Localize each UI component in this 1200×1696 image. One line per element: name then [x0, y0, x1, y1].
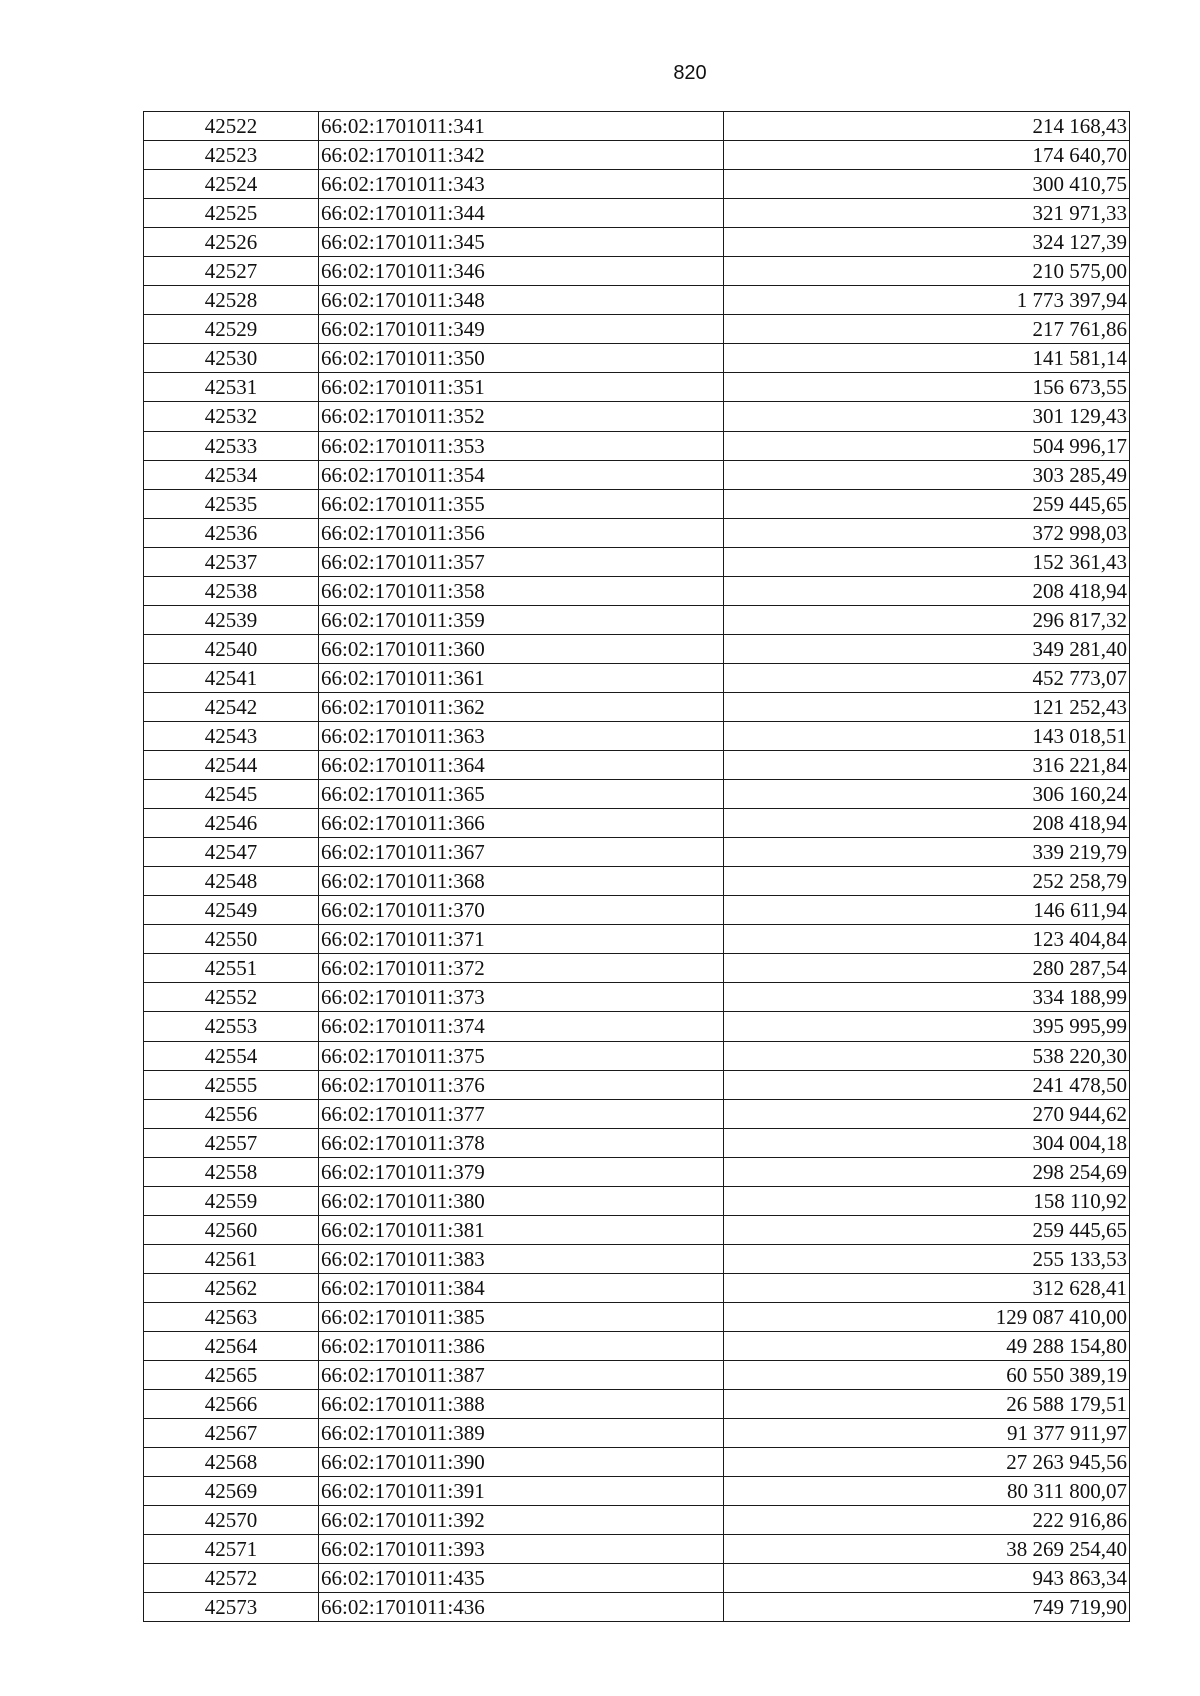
table-row	[144, 489, 1130, 518]
table-row	[144, 1128, 1130, 1157]
cadastral-value-cell: 372 998,03	[724, 518, 1130, 547]
table-row	[144, 199, 1130, 228]
cadastral-number-cell: 66:02:1701011:384	[319, 1273, 724, 1302]
cadastral-value-cell: 538 220,30	[724, 1041, 1130, 1070]
row-number-cell: 42553	[144, 1012, 319, 1041]
cadastral-value-table	[143, 111, 1130, 1622]
cadastral-value-cell: 241 478,50	[724, 1070, 1130, 1099]
cadastral-value-cell: 214 168,43	[724, 112, 1130, 141]
cadastral-value-cell: 141 581,14	[724, 344, 1130, 373]
table-row	[144, 1012, 1130, 1041]
row-number-cell: 42545	[144, 780, 319, 809]
row-number-cell: 42573	[144, 1593, 319, 1622]
cadastral-value-cell: 91 377 911,97	[724, 1419, 1130, 1448]
cadastral-number-cell: 66:02:1701011:341	[319, 112, 724, 141]
table-row	[144, 1273, 1130, 1302]
cadastral-value-cell: 210 575,00	[724, 257, 1130, 286]
cadastral-value-cell: 306 160,24	[724, 780, 1130, 809]
cadastral-number-cell: 66:02:1701011:352	[319, 402, 724, 431]
row-number-cell: 42529	[144, 315, 319, 344]
row-number-cell: 42527	[144, 257, 319, 286]
table-row	[144, 576, 1130, 605]
cadastral-number-cell: 66:02:1701011:349	[319, 315, 724, 344]
cadastral-number-cell: 66:02:1701011:360	[319, 634, 724, 663]
cadastral-value-cell: 304 004,18	[724, 1128, 1130, 1157]
row-number-cell: 42532	[144, 402, 319, 431]
row-number-cell: 42562	[144, 1273, 319, 1302]
cadastral-value-cell: 123 404,84	[724, 925, 1130, 954]
table-row	[144, 1099, 1130, 1128]
table-row	[144, 1070, 1130, 1099]
cadastral-number-cell: 66:02:1701011:377	[319, 1099, 724, 1128]
row-number-cell: 42543	[144, 721, 319, 750]
cadastral-value-cell: 943 863,34	[724, 1564, 1130, 1593]
cadastral-value-cell: 300 410,75	[724, 170, 1130, 199]
cadastral-number-cell: 66:02:1701011:393	[319, 1535, 724, 1564]
cadastral-value-cell: 49 288 154,80	[724, 1331, 1130, 1360]
row-number-cell: 42538	[144, 576, 319, 605]
table-row	[144, 663, 1130, 692]
cadastral-number-cell: 66:02:1701011:386	[319, 1331, 724, 1360]
table-row	[144, 518, 1130, 547]
row-number-cell: 42550	[144, 925, 319, 954]
cadastral-value-cell: 174 640,70	[724, 141, 1130, 170]
cadastral-value-cell: 26 588 179,51	[724, 1390, 1130, 1419]
table-row	[144, 1564, 1130, 1593]
cadastral-number-cell: 66:02:1701011:387	[319, 1361, 724, 1390]
table-row	[144, 751, 1130, 780]
cadastral-value-cell: 222 916,86	[724, 1506, 1130, 1535]
cadastral-value-cell: 146 611,94	[724, 896, 1130, 925]
table-row	[144, 286, 1130, 315]
cadastral-number-cell: 66:02:1701011:353	[319, 431, 724, 460]
row-number-cell: 42555	[144, 1070, 319, 1099]
cadastral-value-cell: 321 971,33	[724, 199, 1130, 228]
cadastral-value-cell: 259 445,65	[724, 489, 1130, 518]
table-row	[144, 721, 1130, 750]
table-row	[144, 1157, 1130, 1186]
row-number-cell: 42558	[144, 1157, 319, 1186]
table-row	[144, 925, 1130, 954]
cadastral-value-cell: 143 018,51	[724, 721, 1130, 750]
table-row	[144, 1506, 1130, 1535]
table-row	[144, 402, 1130, 431]
cadastral-value-cell: 301 129,43	[724, 402, 1130, 431]
row-number-cell: 42571	[144, 1535, 319, 1564]
row-number-cell: 42541	[144, 663, 319, 692]
cadastral-number-cell: 66:02:1701011:357	[319, 547, 724, 576]
cadastral-number-cell: 66:02:1701011:361	[319, 663, 724, 692]
table-row	[144, 605, 1130, 634]
cadastral-value-cell: 208 418,94	[724, 809, 1130, 838]
table-row	[144, 1041, 1130, 1070]
cadastral-value-cell: 158 110,92	[724, 1186, 1130, 1215]
cadastral-value-cell: 217 761,86	[724, 315, 1130, 344]
cadastral-number-cell: 66:02:1701011:345	[319, 228, 724, 257]
cadastral-value-cell: 303 285,49	[724, 460, 1130, 489]
table-row	[144, 896, 1130, 925]
cadastral-value-cell: 749 719,90	[724, 1593, 1130, 1622]
table-row	[144, 954, 1130, 983]
table-row	[144, 780, 1130, 809]
row-number-cell: 42522	[144, 112, 319, 141]
cadastral-value-cell: 298 254,69	[724, 1157, 1130, 1186]
table-row	[144, 315, 1130, 344]
row-number-cell: 42536	[144, 518, 319, 547]
row-number-cell: 42560	[144, 1215, 319, 1244]
cadastral-number-cell: 66:02:1701011:435	[319, 1564, 724, 1593]
cadastral-number-cell: 66:02:1701011:376	[319, 1070, 724, 1099]
table-row	[144, 838, 1130, 867]
table-row	[144, 373, 1130, 402]
table-row	[144, 692, 1130, 721]
cadastral-number-cell: 66:02:1701011:368	[319, 867, 724, 896]
cadastral-value-cell: 339 219,79	[724, 838, 1130, 867]
row-number-cell: 42528	[144, 286, 319, 315]
row-number-cell: 42539	[144, 605, 319, 634]
cadastral-number-cell: 66:02:1701011:367	[319, 838, 724, 867]
cadastral-value-cell: 280 287,54	[724, 954, 1130, 983]
cadastral-number-cell: 66:02:1701011:354	[319, 460, 724, 489]
cadastral-value-cell: 80 311 800,07	[724, 1477, 1130, 1506]
cadastral-value-cell: 1 773 397,94	[724, 286, 1130, 315]
cadastral-value-cell: 129 087 410,00	[724, 1302, 1130, 1331]
cadastral-value-cell: 504 996,17	[724, 431, 1130, 460]
cadastral-value-cell: 259 445,65	[724, 1215, 1130, 1244]
table-row	[144, 1448, 1130, 1477]
cadastral-value-cell: 452 773,07	[724, 663, 1130, 692]
row-number-cell: 42565	[144, 1361, 319, 1390]
cadastral-number-cell: 66:02:1701011:364	[319, 751, 724, 780]
row-number-cell: 42567	[144, 1419, 319, 1448]
row-number-cell: 42551	[144, 954, 319, 983]
cadastral-number-cell: 66:02:1701011:370	[319, 896, 724, 925]
row-number-cell: 42540	[144, 634, 319, 663]
cadastral-value-cell: 324 127,39	[724, 228, 1130, 257]
cadastral-number-cell: 66:02:1701011:436	[319, 1593, 724, 1622]
row-number-cell: 42524	[144, 170, 319, 199]
table-row	[144, 141, 1130, 170]
row-number-cell: 42535	[144, 489, 319, 518]
table-row	[144, 344, 1130, 373]
table-row	[144, 634, 1130, 663]
table-row	[144, 1535, 1130, 1564]
cadastral-number-cell: 66:02:1701011:362	[319, 692, 724, 721]
cadastral-value-cell: 121 252,43	[724, 692, 1130, 721]
table-row	[144, 1593, 1130, 1622]
table-row	[144, 1244, 1130, 1273]
cadastral-number-cell: 66:02:1701011:383	[319, 1244, 724, 1273]
row-number-cell: 42525	[144, 199, 319, 228]
cadastral-number-cell: 66:02:1701011:348	[319, 286, 724, 315]
table-row	[144, 1186, 1130, 1215]
cadastral-value-cell: 156 673,55	[724, 373, 1130, 402]
cadastral-number-cell: 66:02:1701011:372	[319, 954, 724, 983]
row-number-cell: 42556	[144, 1099, 319, 1128]
row-number-cell: 42572	[144, 1564, 319, 1593]
cadastral-value-cell: 296 817,32	[724, 605, 1130, 634]
table-row	[144, 983, 1130, 1012]
row-number-cell: 42531	[144, 373, 319, 402]
page-number: 820	[673, 62, 707, 84]
table-row	[144, 257, 1130, 286]
cadastral-value-cell: 60 550 389,19	[724, 1361, 1130, 1390]
cadastral-number-cell: 66:02:1701011:371	[319, 925, 724, 954]
cadastral-number-cell: 66:02:1701011:350	[319, 344, 724, 373]
cadastral-number-cell: 66:02:1701011:388	[319, 1390, 724, 1419]
row-number-cell: 42568	[144, 1448, 319, 1477]
row-number-cell: 42559	[144, 1186, 319, 1215]
table-row	[144, 1477, 1130, 1506]
row-number-cell: 42544	[144, 751, 319, 780]
cadastral-number-cell: 66:02:1701011:358	[319, 576, 724, 605]
cadastral-number-cell: 66:02:1701011:389	[319, 1419, 724, 1448]
row-number-cell: 42547	[144, 838, 319, 867]
cadastral-number-cell: 66:02:1701011:378	[319, 1128, 724, 1157]
table-row	[144, 809, 1130, 838]
cadastral-number-cell: 66:02:1701011:343	[319, 170, 724, 199]
table-row	[144, 1390, 1130, 1419]
cadastral-number-cell: 66:02:1701011:375	[319, 1041, 724, 1070]
cadastral-number-cell: 66:02:1701011:381	[319, 1215, 724, 1244]
cadastral-number-cell: 66:02:1701011:359	[319, 605, 724, 634]
table-row	[144, 431, 1130, 460]
cadastral-number-cell: 66:02:1701011:365	[319, 780, 724, 809]
cadastral-value-cell: 255 133,53	[724, 1244, 1130, 1273]
row-number-cell: 42552	[144, 983, 319, 1012]
table-row	[144, 1302, 1130, 1331]
cadastral-value-cell: 252 258,79	[724, 867, 1130, 896]
row-number-cell: 42554	[144, 1041, 319, 1070]
row-number-cell: 42557	[144, 1128, 319, 1157]
cadastral-value-cell: 316 221,84	[724, 751, 1130, 780]
row-number-cell: 42546	[144, 809, 319, 838]
cadastral-value-cell: 312 628,41	[724, 1273, 1130, 1302]
cadastral-value-cell: 395 995,99	[724, 1012, 1130, 1041]
table-body	[144, 112, 1130, 1622]
row-number-cell: 42549	[144, 896, 319, 925]
table-row	[144, 1419, 1130, 1448]
row-number-cell: 42530	[144, 344, 319, 373]
table-row	[144, 1215, 1130, 1244]
table-row	[144, 867, 1130, 896]
cadastral-number-cell: 66:02:1701011:373	[319, 983, 724, 1012]
row-number-cell: 42537	[144, 547, 319, 576]
cadastral-number-cell: 66:02:1701011:344	[319, 199, 724, 228]
cadastral-number-cell: 66:02:1701011:366	[319, 809, 724, 838]
table-row	[144, 547, 1130, 576]
cadastral-number-cell: 66:02:1701011:346	[319, 257, 724, 286]
table-row	[144, 1331, 1130, 1360]
cadastral-number-cell: 66:02:1701011:392	[319, 1506, 724, 1535]
cadastral-number-cell: 66:02:1701011:390	[319, 1448, 724, 1477]
row-number-cell: 42526	[144, 228, 319, 257]
cadastral-value-cell: 27 263 945,56	[724, 1448, 1130, 1477]
cadastral-number-cell: 66:02:1701011:374	[319, 1012, 724, 1041]
table-row	[144, 1361, 1130, 1390]
cadastral-number-cell: 66:02:1701011:380	[319, 1186, 724, 1215]
table-row	[144, 460, 1130, 489]
row-number-cell: 42548	[144, 867, 319, 896]
cadastral-value-cell: 208 418,94	[724, 576, 1130, 605]
table-row	[144, 170, 1130, 199]
cadastral-number-cell: 66:02:1701011:385	[319, 1302, 724, 1331]
row-number-cell: 42566	[144, 1390, 319, 1419]
row-number-cell: 42569	[144, 1477, 319, 1506]
row-number-cell: 42523	[144, 141, 319, 170]
cadastral-number-cell: 66:02:1701011:342	[319, 141, 724, 170]
cadastral-number-cell: 66:02:1701011:355	[319, 489, 724, 518]
cadastral-number-cell: 66:02:1701011:356	[319, 518, 724, 547]
row-number-cell: 42534	[144, 460, 319, 489]
table-row	[144, 228, 1130, 257]
row-number-cell: 42533	[144, 431, 319, 460]
cadastral-number-cell: 66:02:1701011:363	[319, 721, 724, 750]
cadastral-number-cell: 66:02:1701011:391	[319, 1477, 724, 1506]
row-number-cell: 42561	[144, 1244, 319, 1273]
table-row	[144, 112, 1130, 141]
cadastral-value-cell: 270 944,62	[724, 1099, 1130, 1128]
row-number-cell: 42564	[144, 1331, 319, 1360]
cadastral-value-cell: 349 281,40	[724, 634, 1130, 663]
row-number-cell: 42563	[144, 1302, 319, 1331]
row-number-cell: 42542	[144, 692, 319, 721]
cadastral-number-cell: 66:02:1701011:351	[319, 373, 724, 402]
cadastral-value-cell: 38 269 254,40	[724, 1535, 1130, 1564]
cadastral-value-cell: 334 188,99	[724, 983, 1130, 1012]
cadastral-number-cell: 66:02:1701011:379	[319, 1157, 724, 1186]
cadastral-value-cell: 152 361,43	[724, 547, 1130, 576]
row-number-cell: 42570	[144, 1506, 319, 1535]
